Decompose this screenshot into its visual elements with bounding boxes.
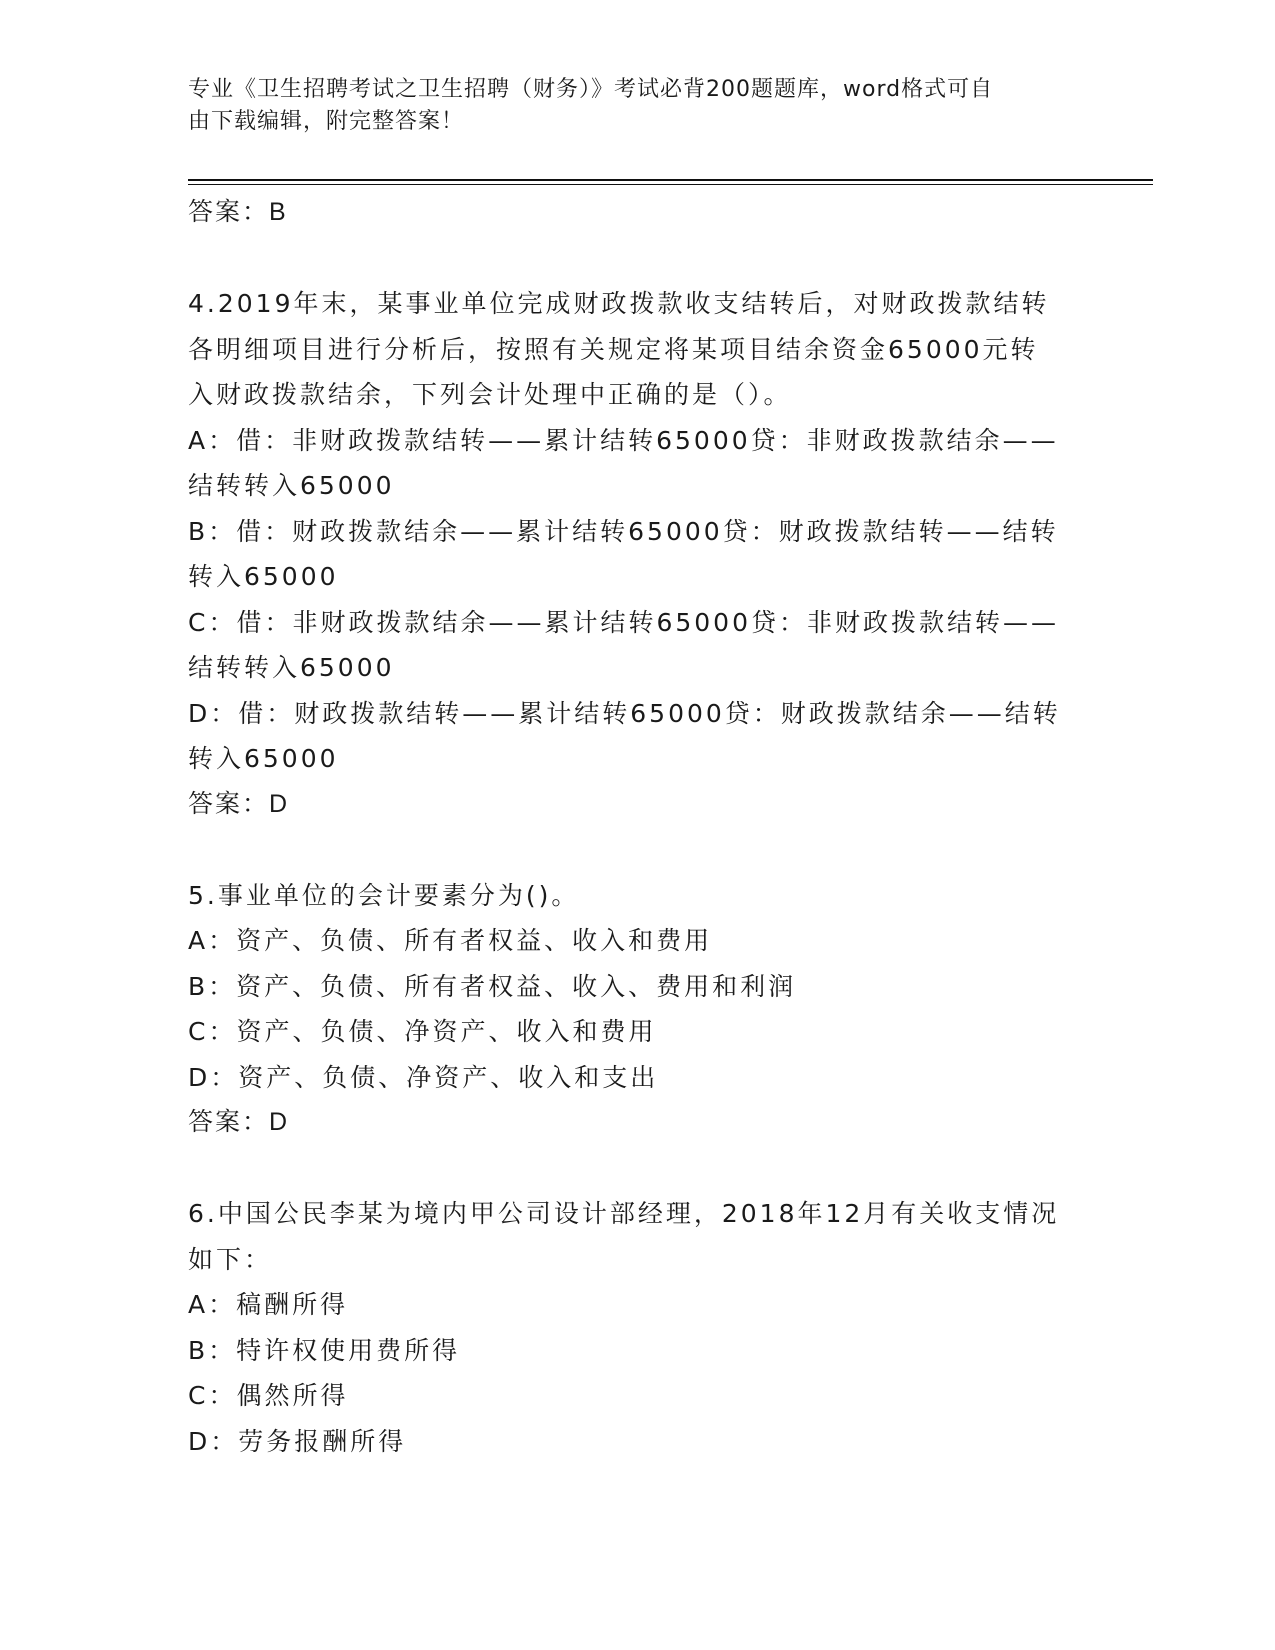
option-c: C：借：非财政拨款结余——累计结转65000贷：非财政拨款结转—— bbox=[188, 607, 1059, 637]
option-a: A：借：非财政拨款结转——累计结转65000贷：非财政拨款结余—— bbox=[188, 425, 1059, 455]
option-b: B：资产、负债、所有者权益、收入、费用和利润 bbox=[188, 971, 797, 1001]
option-d: D：借：财政拨款结转——累计结转65000贷：财政拨款结余——结转 bbox=[188, 698, 1061, 728]
option-c: C：资产、负债、净资产、收入和费用 bbox=[188, 1017, 657, 1046]
question-5 bbox=[188, 873, 1088, 1146]
option-a-continued: 结转转入65000 bbox=[188, 471, 395, 500]
header-divider-thick bbox=[188, 179, 1153, 181]
question-6 bbox=[188, 1191, 1088, 1464]
spacer bbox=[188, 1146, 1088, 1192]
option-c: C：偶然所得 bbox=[188, 1381, 349, 1410]
option-b-continued: 转入65000 bbox=[188, 562, 339, 591]
answer-q4: 答案：D bbox=[188, 789, 290, 818]
option-b: B：借：财政拨款结余——累计结转65000贷：财政拨款结转——结转 bbox=[188, 516, 1059, 546]
question-stem-line: 4.2019年末，某事业单位完成财政拨款收支结转后，对财政拨款结转 bbox=[188, 289, 1050, 318]
option-b: B：特许权使用费所得 bbox=[188, 1335, 461, 1365]
answer-q3: 答案：B bbox=[188, 198, 288, 226]
question-stem-line: 6.中国公民李某为境内甲公司设计部经理，2018年12月有关收支情况 bbox=[188, 1199, 1060, 1228]
question-stem-line: 5.事业单位的会计要素分为()。 bbox=[188, 880, 580, 910]
question-stem-line: 入财政拨款结余，下列会计处理中正确的是（）。 bbox=[188, 380, 792, 409]
spacer bbox=[188, 236, 1088, 282]
option-d: D：劳务报酬所得 bbox=[188, 1426, 407, 1456]
question-4 bbox=[188, 281, 1088, 827]
spacer bbox=[188, 827, 1088, 873]
header-line-2: 由下载编辑，附完整答案！ bbox=[188, 109, 465, 134]
option-a: A：稿酬所得 bbox=[188, 1290, 349, 1319]
document-header bbox=[188, 74, 1088, 138]
header-divider-thin bbox=[188, 184, 1153, 185]
header-line-1: 专业《卫生招聘考试之卫生招聘（财务）》考试必背200题题库，word格式可自 bbox=[188, 77, 994, 102]
option-d: D：资产、负债、净资产、收入和支出 bbox=[188, 1062, 659, 1092]
question-stem-line: 如下： bbox=[188, 1244, 273, 1274]
option-c-continued: 结转转入65000 bbox=[188, 653, 395, 682]
document-body bbox=[188, 190, 1088, 1464]
question-stem-line: 各明细项目进行分析后，按照有关规定将某项目结余资金65000元转 bbox=[188, 334, 1039, 364]
answer-q5: 答案：D bbox=[188, 1108, 290, 1136]
option-a: A：资产、负债、所有者权益、收入和费用 bbox=[188, 926, 713, 955]
option-d-continued: 转入65000 bbox=[188, 744, 339, 773]
